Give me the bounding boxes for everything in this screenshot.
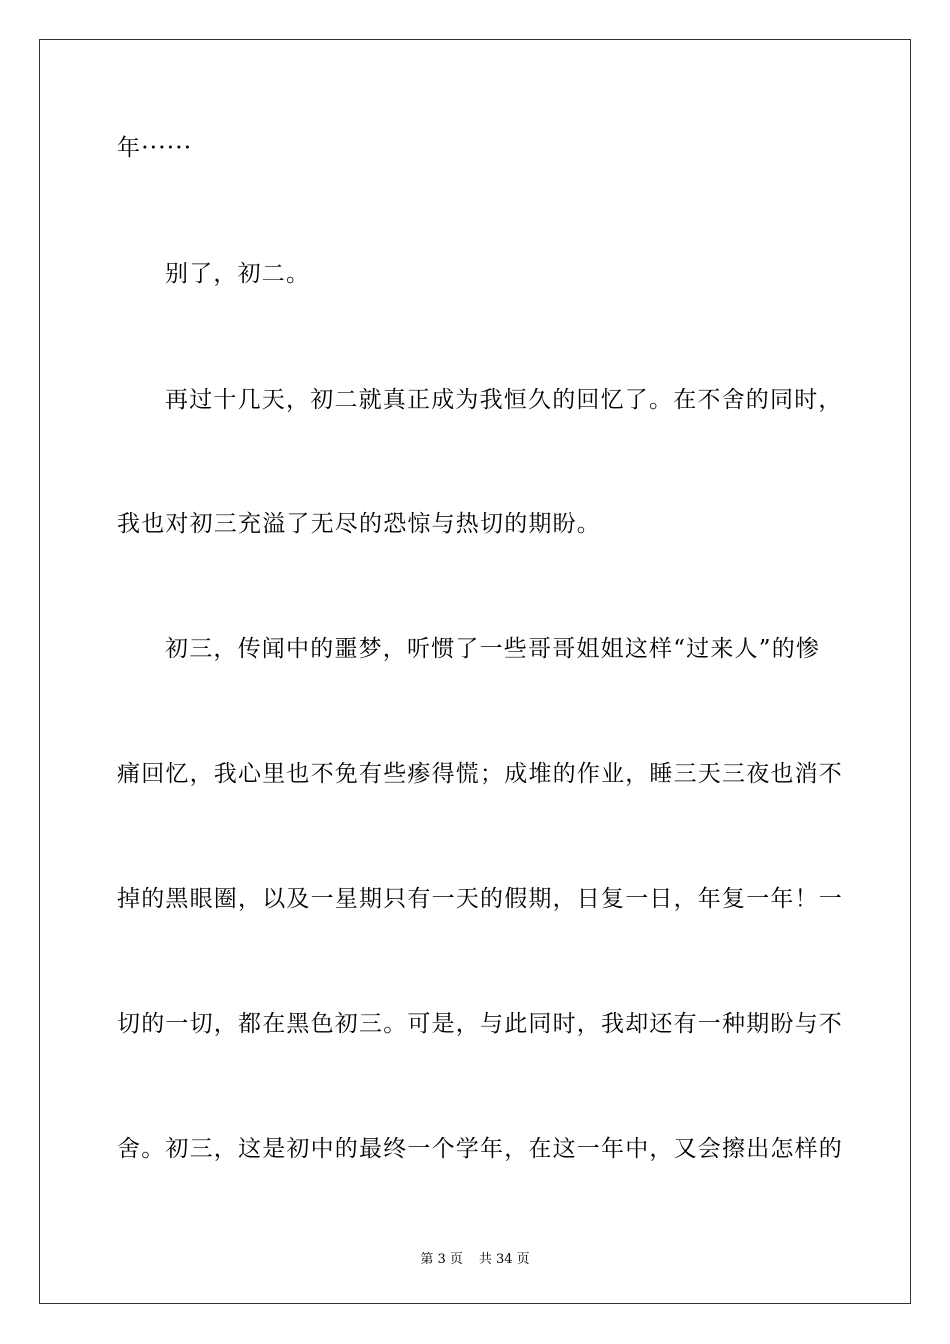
text-line-3: 再过十几天，初二就真正成为我恒久的回忆了。在不舍的同时，	[165, 387, 843, 413]
page-footer	[0, 1248, 950, 1267]
text-line-2: 别了，初二。	[165, 261, 311, 287]
text-line-7: 掉的黑眼圈，以及一星期只有一天的假期，日复一日，年复一年！一	[117, 886, 843, 912]
text-line-4: 我也对初三充溢了无尽的恐惊与热切的期盼。	[117, 511, 601, 537]
text-line-1: 年······	[117, 135, 193, 161]
text-line-8: 切的一切，都在黑色初三。可是，与此同时，我却还有一种期盼与不	[117, 1011, 843, 1037]
page-total: 共 34 页	[478, 1252, 530, 1267]
text-line-6: 痛回忆，我心里也不免有些瘆得慌；成堆的作业，睡三天三夜也消不	[117, 761, 843, 787]
text-line-9: 舍。初三，这是初中的最终一个学年，在这一年中，又会擦出怎样的	[117, 1136, 843, 1162]
text-line-5: 初三，传闻中的噩梦，听惯了一些哥哥姐姐这样“过来人”的惨	[165, 636, 821, 662]
page-border	[39, 39, 911, 1304]
page-number: 第 3 页	[420, 1252, 463, 1267]
